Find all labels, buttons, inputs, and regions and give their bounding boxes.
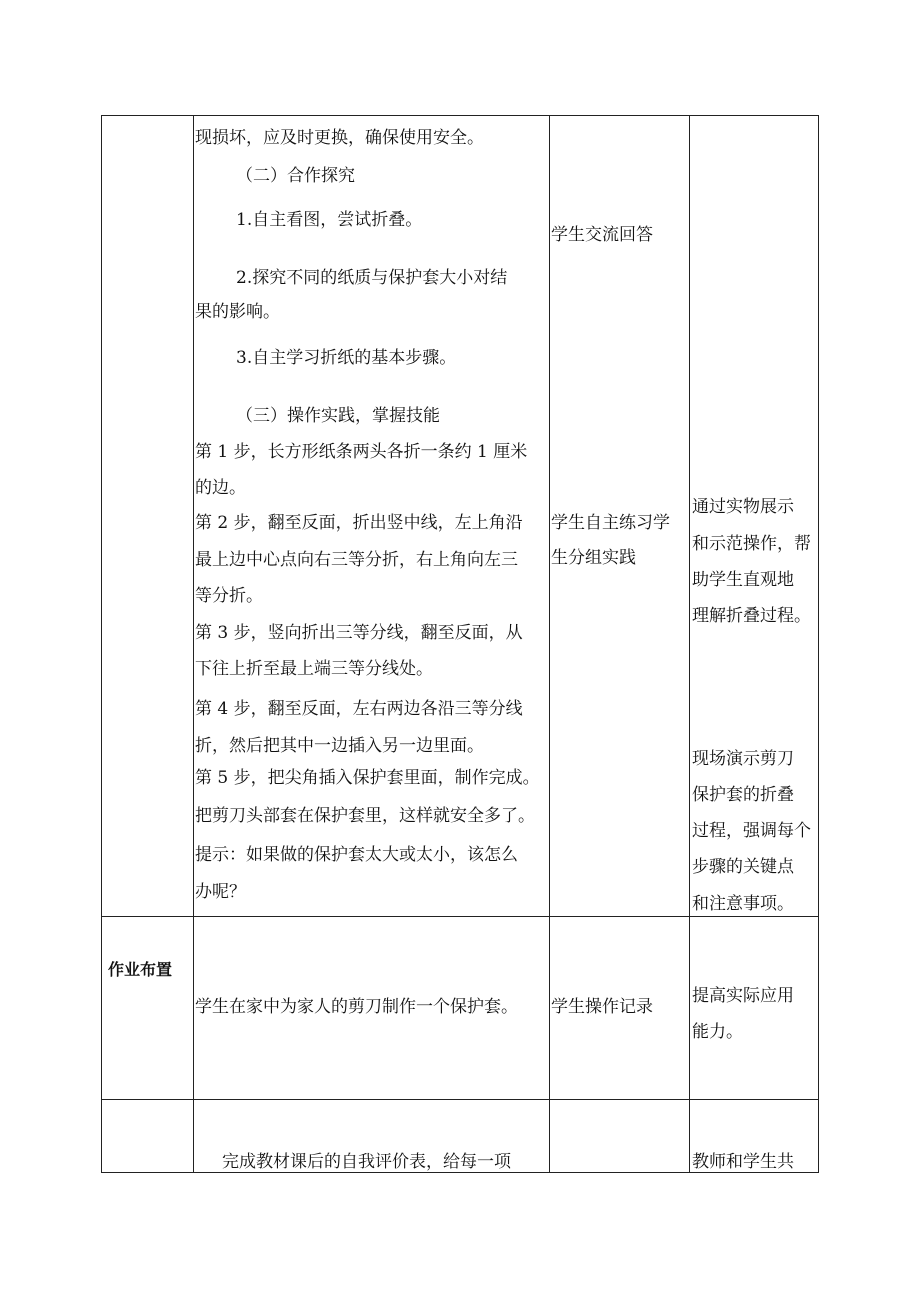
row-divider [102,916,818,917]
step-line: 的边。 [195,478,246,498]
row-label-homework: 作业布置 [108,960,173,979]
content-line: 果的影响。 [195,302,280,322]
column-divider [549,116,550,1172]
column-divider [193,116,194,1172]
tip-line: 办呢？ [195,882,246,902]
student-activity-line: 学生交流回答 [551,225,653,245]
content-line: 1.自主看图，尝试折叠。 [236,210,423,230]
evaluation-content: 完成教材课后的自我评价表，给每一项 [222,1152,511,1172]
evaluation-intent-line: 教师和学生共 [692,1152,794,1172]
step-line: 第 4 步，翻至反面，左右两边各沿三等分线 [195,699,523,719]
column-divider [689,116,690,1172]
step-line: 第 1 步，长方形纸条两头各折一条约 1 厘米 [195,442,528,462]
intent-line: 助学生直观地 [692,570,794,590]
intent-line: 过程，强调每个 [692,821,811,841]
content-line: 3.自主学习折纸的基本步骤。 [236,348,457,368]
content-line: 2.探究不同的纸质与保护套大小对结 [236,268,508,288]
intent-line: 步骤的关键点 [692,857,794,877]
intent-line: 理解折叠过程。 [692,606,811,626]
step-line: 下往上折至最上端三等分线处。 [195,659,433,679]
step-line: 折，然后把其中一边插入另一边里面。 [195,736,484,756]
student-activity-line: 生分组实践 [551,548,636,568]
step-line: 最上边中心点向右三等分折，右上角向左三 [195,550,518,570]
intent-line: 通过实物展示 [692,497,794,517]
row-divider [102,1099,818,1100]
homework-student-activity: 学生操作记录 [551,997,653,1017]
step-line: 第 3 步，竖向折出三等分线，翻至反面，从 [195,623,523,643]
step-line: 等分折。 [195,586,263,606]
intent-line: 保护套的折叠 [692,785,794,805]
intent-line: 现场演示剪刀 [692,749,794,769]
step-line: 第 2 步，翻至反面，折出竖中线，左上角沿 [195,513,523,533]
homework-content: 学生在家中为家人的剪刀制作一个保护套。 [195,997,518,1017]
tip-line: 提示：如果做的保护套太大或太小，该怎么 [195,845,518,865]
section-heading: （二）合作探究 [236,166,355,186]
intent-line: 和示范操作，帮 [692,534,811,554]
homework-intent-line: 能力。 [692,1022,743,1042]
homework-intent-line: 提高实际应用 [692,986,794,1006]
step-line: 第 5 步，把尖角插入保护套里面，制作完成。 [195,768,540,788]
section-heading: （三）操作实践，掌握技能 [236,406,440,426]
step-line: 把剪刀头部套在保护套里，这样就安全多了。 [195,806,535,826]
content-line: 现损坏，应及时更换，确保使用安全。 [195,128,484,148]
intent-line: 和注意事项。 [692,894,794,914]
student-activity-line: 学生自主练习学 [551,513,670,533]
